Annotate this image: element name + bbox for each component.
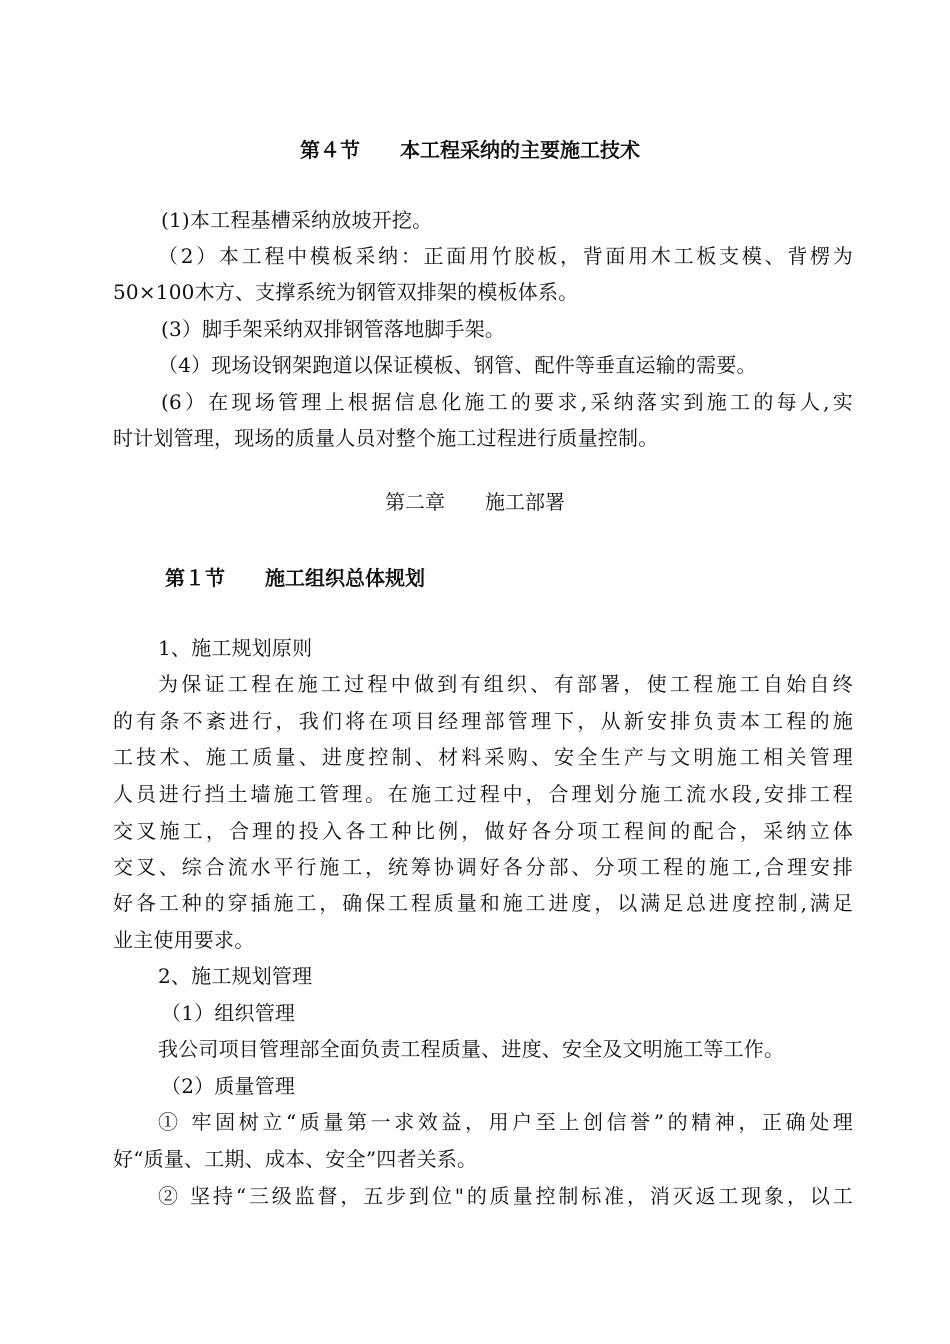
tech-item-2-line-1: （2）本工程中模板采纳：正面用竹胶板，背面用木工板支模、背楞为 xyxy=(158,244,853,268)
org-management-text: 我公司项目管理部全面负责工程质量、进度、安全及文明施工等工作。 xyxy=(158,1037,785,1061)
tech-item-3: (3）脚手架采纳双排钢管落地脚手架。 xyxy=(161,317,506,341)
principle-line-3: 工技术、施工质量、进度控制、材料采购、安全生产与文明施工相关管理 xyxy=(113,745,853,769)
tech-item-1: (1)本工程基槽采纳放坡开挖。 xyxy=(161,208,433,232)
principle-line-2: 的有条不紊进行，我们将在项目经理部管理下，从新安排负责本工程的施 xyxy=(113,709,853,733)
quality-line-2: 好“质量、工期、成本、安全”四者关系。 xyxy=(113,1147,478,1171)
tech-item-6-line-1: (6）在现场管理上根据信息化施工的要求,采纳落实到施工的每人,实 xyxy=(161,390,853,414)
quality-line-3: ② 坚持“三级监督，五步到位"的质量控制标准，消灭返工现象，以工 xyxy=(158,1184,853,1208)
tech-item-2-line-2: 50×100木方、支撑系统为钢管双排架的模板体系。 xyxy=(113,280,579,304)
principle-line-5: 交叉施工，合理的投入各工种比例，做好各分项工程间的配合，采纳立体 xyxy=(113,819,853,843)
tech-item-6-line-2: 时计划管理，现场的质量人员对整个施工过程进行质量控制。 xyxy=(113,426,659,450)
quality-line-1: ① 牢固树立“质量第一求效益，用户至上创信誉”的精神，正确处理 xyxy=(158,1110,853,1134)
principle-line-7: 好各工种的穿插施工，确保工程质量和施工进度，以满足总进度控制,满足 xyxy=(113,891,853,915)
principle-line-6: 交叉、综合流水平行施工，统筹协调好各分部、分项工程的施工,合理安排 xyxy=(113,855,853,879)
quality-management-heading: （2）质量管理 xyxy=(161,1074,296,1098)
principle-line-1: 为保证工程在施工过程中做到有组织、有部署，使工程施工自始自终 xyxy=(158,672,853,696)
tech-item-4: （4）现场设钢架跑道以保证模板、钢管、配件等垂直运输的需要。 xyxy=(158,353,757,377)
principle-heading: 1、施工规划原则 xyxy=(158,636,313,660)
section-1-title: 第１节 施工组织总体规划 xyxy=(165,566,425,590)
org-management-heading: （1）组织管理 xyxy=(161,1001,296,1025)
principle-line-4: 人员进行挡土墙施工管理。在施工过程中，合理划分施工流水段,安排工程 xyxy=(113,782,853,806)
chapter-2-title: 第二章 施工部署 xyxy=(385,490,565,514)
principle-line-8: 业主使用要求。 xyxy=(113,928,255,952)
management-heading: 2、施工规划管理 xyxy=(158,964,313,988)
section-4-title: 第４节 本工程采纳的主要施工技术 xyxy=(300,138,640,162)
